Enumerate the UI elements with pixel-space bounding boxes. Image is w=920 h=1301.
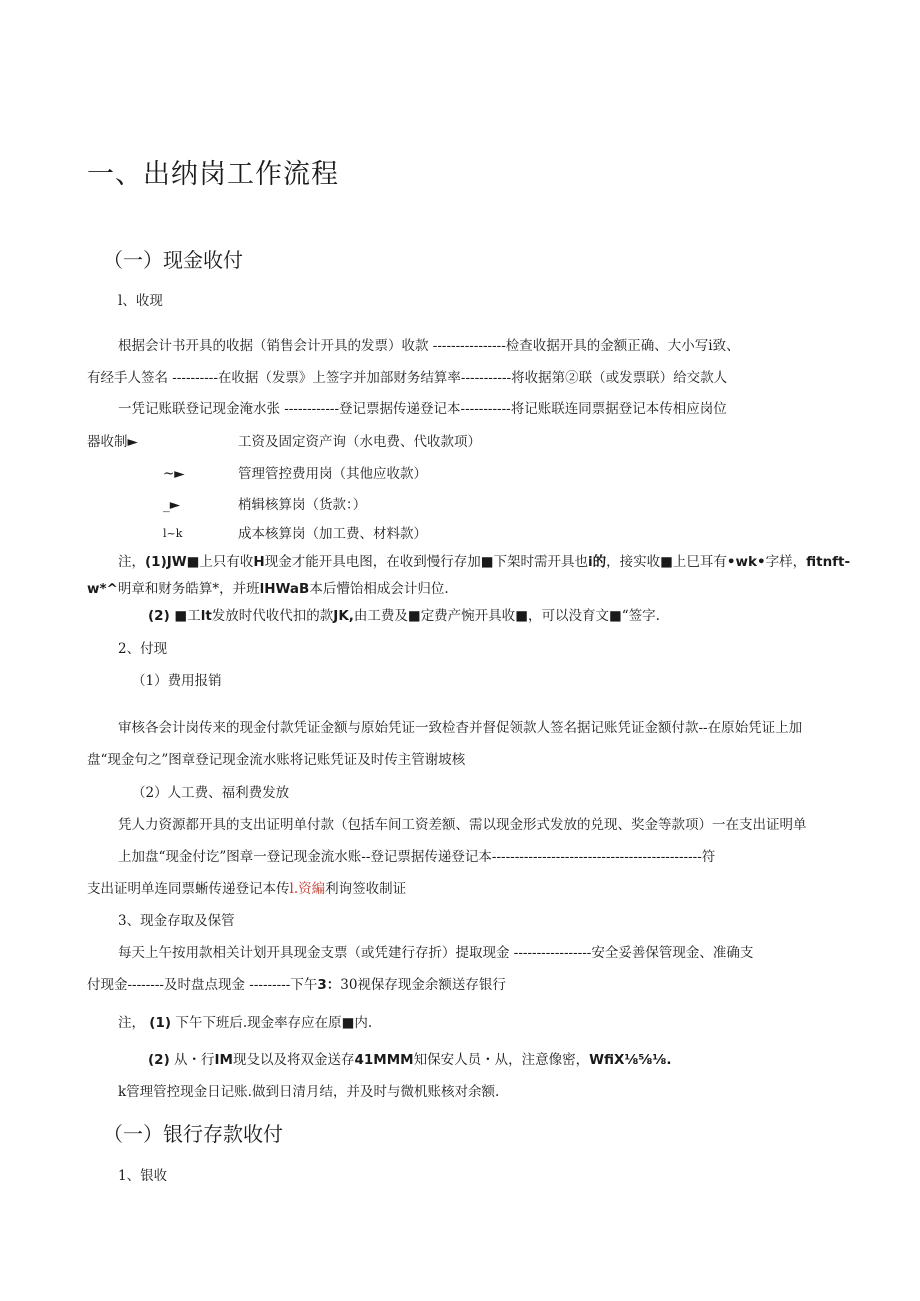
subheading-storage: 3、现金存取及保管 (118, 913, 235, 929)
text-span: 上巳耳有 (672, 554, 727, 570)
text-span-bold: (2) (148, 1052, 170, 1068)
text-span-bold: ■ (341, 1015, 355, 1031)
text-span: 从・行 (169, 1052, 215, 1068)
note-line (148, 607, 660, 625)
text-span-bold: w*^ (87, 581, 118, 597)
paragraph-line (87, 976, 506, 994)
text-span: 字样， (765, 554, 807, 570)
text-span-bold: •wk• (726, 554, 766, 570)
text-span: 知保安人员・从，注意像密， (413, 1052, 590, 1068)
flow-target: 梢辑核算岗（货款：） (238, 497, 367, 513)
text-span-bold: i的 (587, 554, 607, 570)
text-span-bold: IM (214, 1052, 233, 1068)
text-span: 现金才能开具电图，在收到慢行存加 (264, 554, 481, 570)
note-line (118, 553, 850, 571)
text-span-bold: (1)JW■ (145, 554, 200, 570)
section-heading-cash: （一）现金收付 (103, 248, 243, 272)
text-span: 上只有收 (199, 554, 254, 570)
subheading-bank-receive: 1、银收 (118, 1168, 168, 1184)
text-span: 由工费及 (353, 608, 408, 624)
subheading-expense: （1）费用报销 (132, 673, 222, 689)
text-span-bold: ■ (480, 554, 494, 570)
text-span-bold: ■ (660, 554, 673, 570)
text-span: 下午下班后.现金率存应在原 (171, 1015, 342, 1031)
paragraph-line: 上加盘“现金付讫”图章一登记现金流水账--登记票据传递登记本----------------------------------------------符 (118, 849, 716, 865)
subheading-payment: 2、付现 (118, 641, 168, 657)
flow-arrow-label: 器收制► (87, 434, 138, 450)
flow-arrow-label: ~► (163, 466, 185, 482)
flow-arrow-label: l~k (163, 527, 183, 540)
paragraph-line: 每天上午按用款相关计划开具现金支票（或凭建行存折）提取现金 -----------------安全妥善保管现金、准确支 (118, 945, 754, 961)
flow-target: 管理管控费用岗（其他应收款） (238, 466, 427, 482)
text-span: 支出证明单连同票蜥传递登记本传 (87, 881, 290, 897)
paragraph-line: k管理管控现金日记账.做到日清月结，并及时与微机账核对余额. (118, 1084, 500, 1100)
text-span: 注， (118, 1015, 150, 1031)
paragraph-line: 盘“现金句之”图章登记现金流水账将记账凭证及时传主管谢坡核 (87, 752, 466, 768)
text-span-bold: 41MMM (354, 1052, 414, 1068)
paragraph-line: 有经手人签名 ----------在收据（发票》上签字并加部财务结算率-----------将收据第②联（或发票联）给交款人 (87, 370, 728, 386)
text-span: “签字. (621, 608, 660, 624)
paragraph-line: 一凭记账联登记现金淹水张 ------------登记票据传递登记本-----------将记账联连同票据登记本传相应岗位 (118, 401, 727, 417)
text-span-bold: WfiX⅛⅝⅛. (589, 1052, 672, 1068)
paragraph-line: 凭人力资源都开具的支出证明单付款（包括车间工资差额、需以现金形式发放的兑现、奖金等款项）一在支出证明单 (118, 817, 807, 833)
paragraph-line: 根据会计书开具的收据（销售会计开具的发票）收款 ----------------检查收据开具的金额正确、大小写i致、 (118, 338, 740, 354)
text-span: ，可以没育文 (527, 608, 609, 624)
text-span-red: l.资編 (289, 881, 326, 897)
text-span: 30视保存现金余额送存银行 (340, 977, 506, 993)
text-span: 注， (118, 554, 145, 570)
subheading-labor: （2）人工费、福利费发放 (132, 785, 290, 801)
text-span: 下架时需开具也 (493, 554, 588, 570)
paragraph-line (87, 880, 406, 898)
text-span: 本后懵饴相成会计归位. (309, 581, 449, 597)
text-span-bold: H (253, 554, 265, 570)
note-line (118, 1014, 372, 1032)
paragraph-line: 审核各会计岗传来的现金付款凭证金额与原始凭证一致检杳并督促领款人签名据记账凭证金额付款--在原始凭证上加 (118, 720, 803, 736)
text-span-bold: 3： (317, 977, 341, 993)
text-span: 付现金--------及时盘点现金 ---------下午 (87, 977, 318, 993)
text-span: 内. (354, 1015, 373, 1031)
text-span-bold: lHWaB (259, 581, 310, 597)
text-span-bold: lt (200, 608, 212, 624)
text-span: 现殳以及将双金送存 (233, 1052, 355, 1068)
note-line (87, 580, 449, 598)
text-span-bold: ■ (407, 608, 421, 624)
text-span: ，接实收 (606, 554, 661, 570)
text-span: 发放时代收代扣的款 (211, 608, 334, 624)
text-span-bold: (2) ■ (148, 608, 188, 624)
text-span-bold: fitnft- (806, 554, 851, 570)
text-span-bold: JK, (333, 608, 354, 624)
flow-target: 成本核算岗（加工费、材料款） (238, 526, 427, 542)
subheading-receive: l、收现 (118, 293, 163, 309)
page-title: 一、出纳岗工作流程 (87, 159, 339, 190)
text-span: 利询签收制证 (325, 881, 407, 897)
section-heading-bank: （一）银行存款收付 (103, 1122, 283, 1146)
text-span-bold: ■ (515, 608, 528, 624)
text-span: 明章和财务皓算*，并班 (117, 581, 260, 597)
text-span: 定费产惋开具收 (420, 608, 516, 624)
flow-target: 工资及固定资产询（水电费、代收款项） (238, 434, 481, 450)
text-span-bold: ■ (608, 608, 622, 624)
text-span: 工 (187, 608, 201, 624)
text-span-bold: (1) (149, 1015, 172, 1031)
note-line (148, 1051, 671, 1069)
flow-arrow-label: _► (163, 497, 181, 513)
